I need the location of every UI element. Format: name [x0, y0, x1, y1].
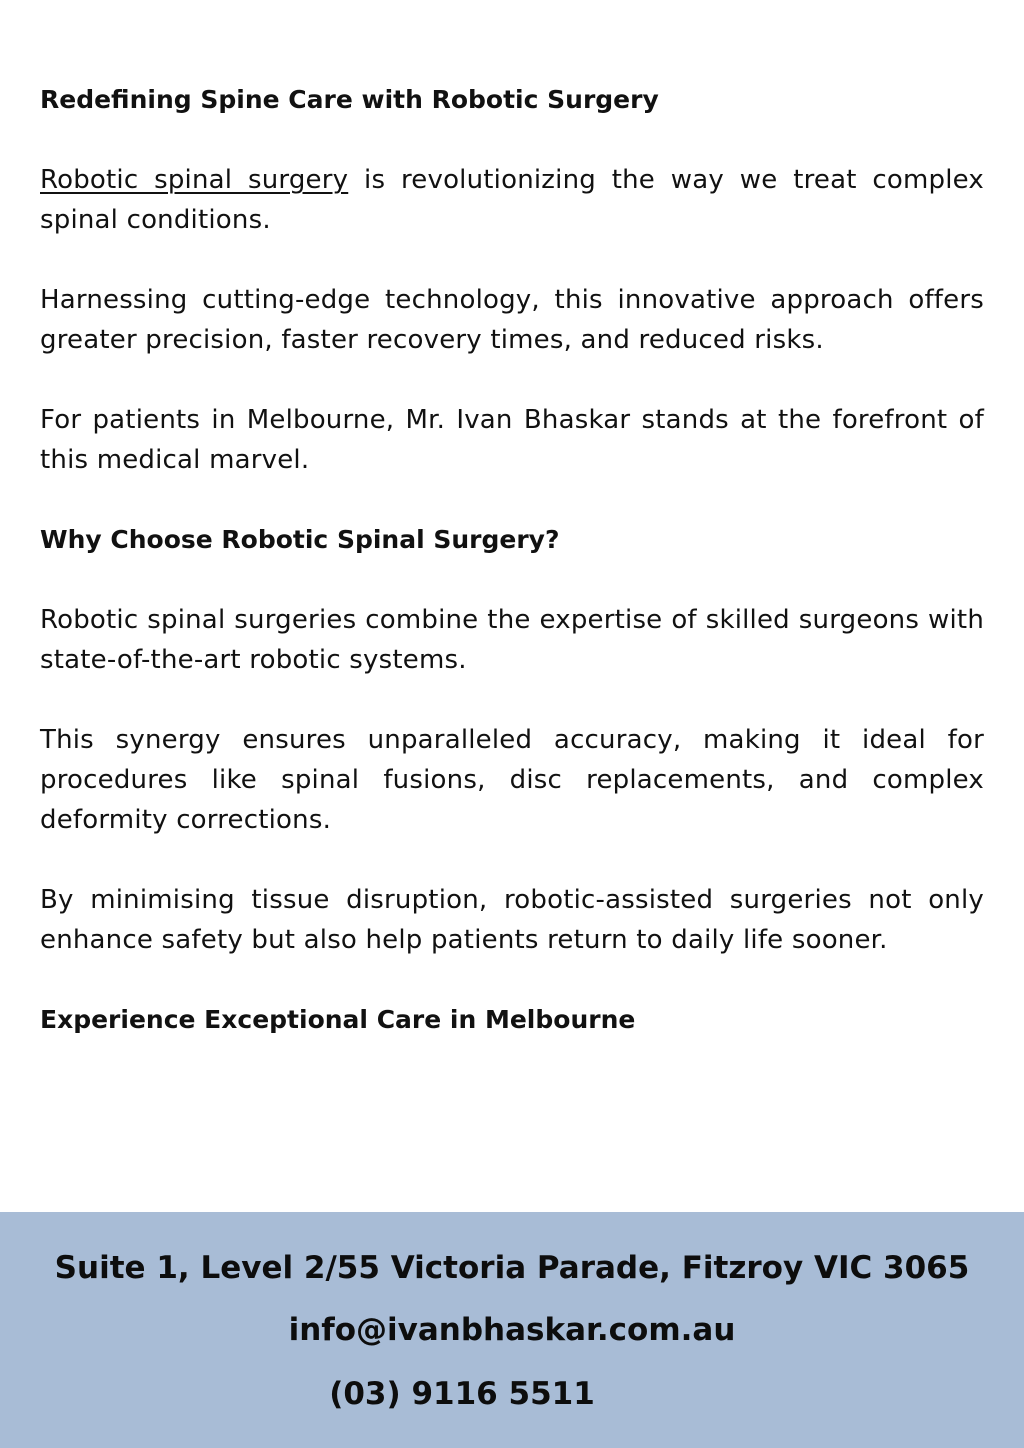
article-heading-why-choose: Why Choose Robotic Spinal Surgery?	[40, 525, 560, 554]
article-heading-exceptional-care: Experience Exceptional Care in Melbourne	[40, 1005, 636, 1034]
paragraph-synergy: This synergy ensures unparalleled accuracy, making it ideal for procedures like spinal fusions, disc replacements, and complex deformity corrections.	[40, 725, 984, 835]
spacer	[40, 560, 984, 600]
spacer	[40, 840, 984, 880]
paragraph-minimising-disruption: By minimising tissue disruption, robotic-assisted surgeries not only enhance safety but also help patients return to daily life sooner.	[40, 885, 984, 955]
spacer	[40, 120, 984, 160]
robotic-spinal-surgery-link[interactable]: Robotic spinal surgery	[40, 165, 349, 195]
paragraph-intro	[40, 160, 984, 240]
article-heading-redefining: Redefining Spine Care with Robotic Surgery	[40, 85, 659, 114]
spacer	[40, 680, 984, 720]
footer-address: Suite 1, Level 2/55 Victoria Parade, Fitzroy VIC 3065	[54, 1250, 970, 1286]
spacer	[40, 240, 984, 280]
spacer	[40, 480, 984, 520]
article-body	[40, 80, 984, 1040]
paragraph-technology: Harnessing cutting-edge technology, this innovative approach offers greater precision, faster recovery times, and reduced risks.	[40, 285, 984, 355]
footer-email[interactable]: info@ivanbhaskar.com.au	[288, 1312, 736, 1348]
contact-footer	[0, 1212, 1024, 1448]
paragraph-melbourne-patients: For patients in Melbourne, Mr. Ivan Bhaskar stands at the forefront of this medical marvel.	[40, 405, 984, 475]
spacer	[40, 360, 984, 400]
spacer	[40, 960, 984, 1000]
paragraph-combine-expertise: Robotic spinal surgeries combine the expertise of skilled surgeons with state-of-the-art robotic systems.	[40, 605, 984, 675]
paragraph-intro-text: is revolutionizing the way we treat complex spinal conditions.	[40, 165, 984, 235]
footer-phone[interactable]: (03) 9116 5511	[329, 1376, 595, 1412]
